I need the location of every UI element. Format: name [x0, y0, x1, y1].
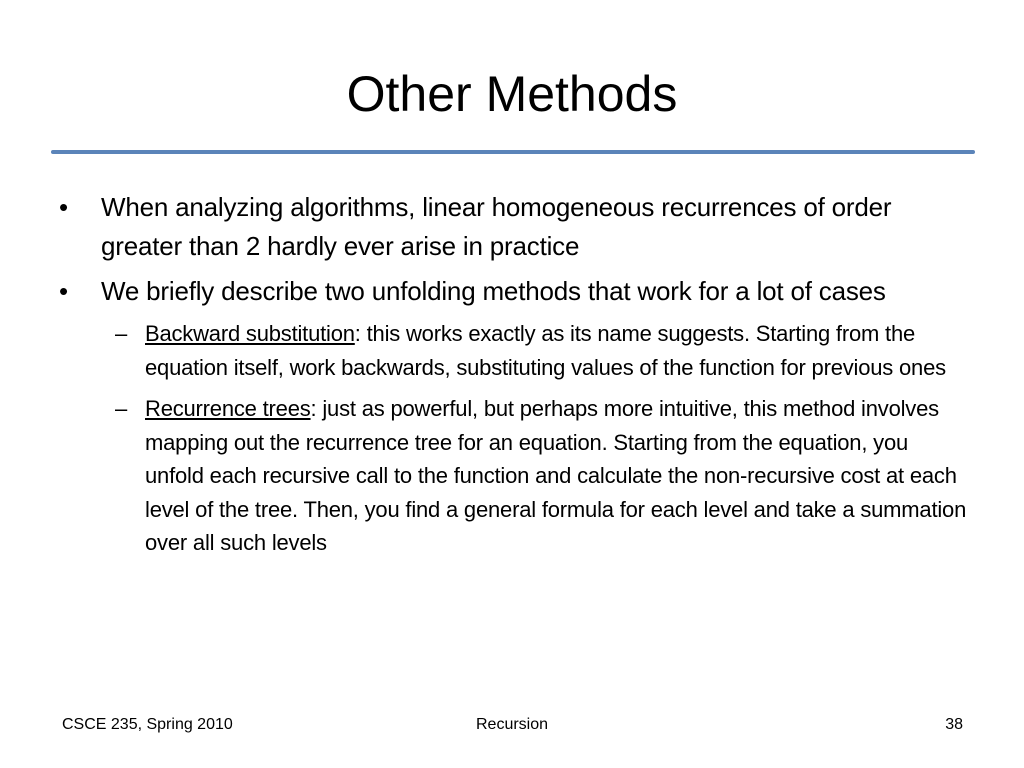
- bullet-marker: •: [59, 192, 68, 222]
- term-recurrence-trees: Recurrence trees: [145, 396, 311, 421]
- title-divider: [51, 150, 975, 154]
- bullet-text: When analyzing algorithms, linear homogeneous recurrences of order greater than 2 hardly ever arise in practice: [101, 192, 892, 261]
- footer-course: CSCE 235, Spring 2010: [62, 716, 233, 733]
- bullet-marker: •: [59, 276, 68, 306]
- sub-bullet-text: : this works exactly as its name suggests. Starting from the equation itself, work backwards, substituting values of the function for previous ones: [145, 321, 946, 380]
- sub-bullet-text: : just as powerful, but perhaps more intuitive, this method involves mapping out the recurrence tree for an equation. Starting from the equation, you unfold each recursive call to the function and calculate the non-recursive cost at each level of the tree. Then, you find a general formula for each level and take a summation over all such levels: [145, 396, 967, 555]
- sub-bullet-item: [101, 317, 968, 384]
- slide-content: [56, 188, 968, 568]
- footer-topic: Recursion: [475, 716, 549, 733]
- bullet-text: We briefly describe two unfolding methods that work for a lot of cases: [101, 276, 886, 306]
- sub-bullet-marker: –: [115, 396, 128, 421]
- term-backward-substitution: Backward substitution: [145, 321, 355, 346]
- sub-bullet-item: [101, 392, 968, 560]
- bullet-item: [56, 188, 968, 266]
- sub-bullet-list: [56, 317, 968, 560]
- sub-bullet-marker: –: [115, 321, 128, 346]
- bullet-item: [56, 272, 968, 311]
- footer-page-number: 38: [945, 716, 963, 733]
- slide-title: Other Methods: [346, 66, 678, 122]
